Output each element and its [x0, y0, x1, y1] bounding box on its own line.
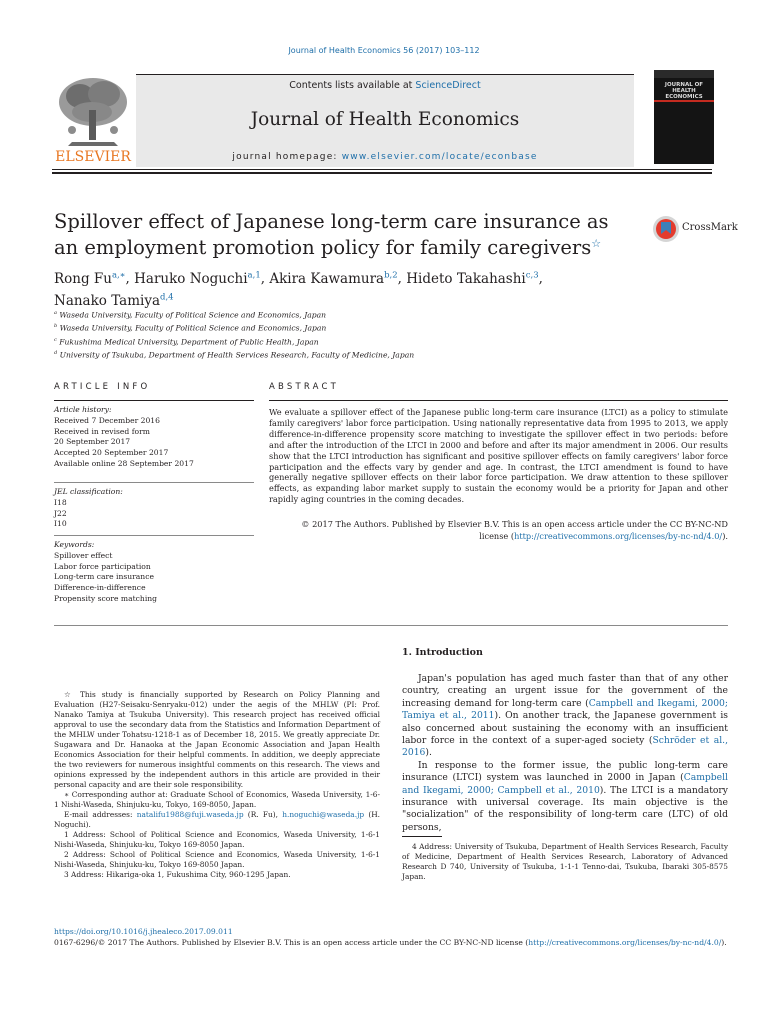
abstract-section [269, 382, 728, 401]
footnote [54, 830, 380, 850]
history-item: Received in revised form [54, 426, 150, 436]
front-matter-rule [54, 625, 728, 626]
footer-license-end: ). [721, 938, 727, 947]
journal-title: Journal of Health Economics [250, 109, 520, 130]
inline-link[interactable]: natalifu1988@fuji.waseda.jp [136, 810, 244, 819]
abstract-heading: ABSTRACT [269, 382, 340, 392]
abstract-copyright [269, 518, 728, 542]
keyword: Labor force participation [54, 561, 151, 571]
crossmark-icon [652, 214, 680, 244]
jel-code: I10 [54, 519, 67, 529]
abstract-rule [269, 400, 728, 401]
text-run: 3 Address: Hikariga-oka 1, Fukushima City, 960-1295 Japan. [64, 870, 291, 879]
keywords-title: Keywords: [54, 540, 95, 549]
license-prefix: license ( [479, 531, 515, 541]
inline-link[interactable]: Schröder et al., 2016 [402, 735, 728, 759]
text-run: In response to the former issue, the public long-term care insurance (LTCI) system was launched in 2000 in Japan ( [402, 759, 728, 784]
paragraph [402, 760, 728, 834]
affiliations [54, 308, 614, 361]
keyword: Long-term care insurance [54, 572, 154, 582]
jel-classification [54, 487, 254, 530]
author[interactable]: Rong $Fu^{a,∗}$ [54, 270, 126, 287]
inline-link[interactable]: Campbell and Ikegami, 2000; Campbell et al., 2010 [402, 772, 728, 796]
affiliation: $^c$ Fukushima Medical University, Department of Public Health, Japan [54, 336, 319, 347]
title-footnote-mark[interactable]: ☆ [591, 237, 602, 250]
paper-title [54, 211, 614, 259]
text-run: E-mail addresses: [64, 810, 137, 819]
keyword: Difference-in-difference [54, 583, 146, 593]
cover-title: JOURNAL OF HEALTH ECONOMICS [664, 82, 704, 100]
text-run: Japan's population has aged much faster than that of any other country, creating an urgent issue for the government of the increasing demand for long-term care ( [402, 673, 728, 709]
history-item: Accepted 20 September 2017 [54, 448, 169, 458]
history-title: Article history: [54, 405, 112, 414]
article-history [54, 405, 254, 470]
inline-link[interactable]: h.noguchi@waseda.jp [282, 810, 365, 819]
text-run: 1 Address: School of Political Science and Economics, Waseda University, 1-6-1 Nishi-Waseda, Shinjuku-ku, Tokyo 169-8050 Japan. [54, 830, 380, 849]
journal-reference[interactable]: Journal of Health Economics 56 (2017) 103–112 [288, 46, 480, 55]
keyword: Spillover effect [54, 550, 113, 560]
footnote [54, 690, 380, 790]
jel-code: J22 [54, 508, 67, 518]
footnote [54, 870, 380, 880]
introduction-heading: 1. Introduction [402, 647, 483, 658]
cover-band [654, 70, 714, 78]
doi-link[interactable]: https://doi.org/10.1016/j.jhealeco.2017.09.011 [54, 927, 233, 936]
footnotes-left [54, 690, 380, 880]
footnote [54, 810, 380, 830]
footer-license [54, 937, 728, 948]
homepage-link[interactable]: www.elsevier.com/locate/econbase [341, 152, 538, 162]
text-run: ∗ Corresponding author at: Graduate School of Economics, Waseda University, 1-6-1 Nishi-Waseda, Shinjuku-ku, Tokyo, 169-8050, Japan. [54, 790, 380, 809]
contents-line [136, 80, 634, 91]
elsevier-logo [52, 72, 134, 164]
keyword: Propensity score matching [54, 593, 158, 603]
text-run: (H. Noguchi). [54, 810, 381, 829]
journal-homepage [136, 152, 634, 162]
author[interactable]: Nanako Tamiya$^{d,4}$ [54, 292, 174, 309]
header-rule-thick [52, 172, 712, 174]
article-info-section [54, 382, 254, 401]
introduction-body [402, 673, 728, 834]
info-separator [54, 482, 254, 483]
homepage-label: journal homepage: [232, 152, 342, 162]
crossmark-badge[interactable] [652, 214, 738, 244]
affiliation: $^d$ University of Tsukuba, Department of Health Services Research, Faculty of Medicine, Japan [54, 349, 415, 360]
history-item: Available online 28 September 2017 [54, 458, 194, 468]
affiliation: $^b$ Waseda University, Faculty of Political Science and Economics, Japan [54, 323, 327, 333]
text-run: ☆ This study is financially supported by Research on Policy Planning and Evaluation (H27-Seisaku-Senryaku-012) under the aegis of the MHLW (PI: Prof. Nanako Tamiya at Tsukuba University). This research project has received official approval to use the secondary data from the Statistics and Information Department of the MHLW under Tohatsu-1218-1 as of December 18, 2015. We greatly appreciate Dr. Sugawara and Dr. Hanaoka at the Japan Economic Association and Japan Health Economics Association for their helpful comments. In addition, we deeply appreciate the two reviewers for numerous insightful comments on this research. The views and opinions expressed by the independent authors in this article are provided in their personal capacity and are their sole responsibility. [54, 690, 380, 789]
text-run: (R. Fu), [243, 810, 283, 819]
cover-accent [654, 100, 714, 102]
info-separator [54, 535, 254, 536]
jel-code: I18 [54, 497, 67, 507]
text-run: ). The LTCI is a mandatory insurance with universal coverage. Its main objective is the "socialization" of the responsibility of long-term care (LTC) of old persons, [402, 784, 728, 833]
footnote [54, 850, 380, 870]
paragraph [402, 673, 728, 760]
author[interactable]: Akira Kawamura$^{b,2}$ [269, 270, 398, 287]
author-list: Rong $Fu^{a,∗}$, Haruko Noguchi$^{a,1}$, Akira Kawamura$^{b,2}$, Hideto Takahashi$^{c,3}$, Nanako Tamiya$^{d,4}$ [54, 270, 543, 309]
copyright-statement: © 2017 The Authors. Published by Elsevier B.V. This is an open access article under the CC BY-NC-ND [301, 519, 728, 529]
contents-prefix: Contents lists available at [289, 80, 416, 91]
article-info-rule [54, 400, 254, 401]
text-run: ). [425, 747, 432, 759]
abstract-text: We evaluate a spillover effect of the Japanese public long-term care insurance (LTCI) as a policy to stimulate family caregivers' labor force participation. Using nationally representative data from 1995 to 2013, we apply difference-in-difference propensity score matching to investigate the spillover effect in two periods: before and after the introduction of the LTCI in 2000 and before and after its major amendment in 2006. Our results show that the LTCI introduction has significant and positive spillover effects on family caregivers' labor force participation and the effects vary by gender and age. In contrast, the LTCI amendment is found to have generally negative spillover effects on their labor force participation. We draw attention to these spillover effects, as expanding labor market supply to sustain the economy would be a priority for Japan and other rapidly aging countries in the coming decades. [269, 407, 728, 505]
history-item: Received 7 December 2016 [54, 415, 160, 425]
keywords [54, 540, 254, 605]
header-rule [52, 169, 712, 170]
footnotes-right [402, 842, 728, 882]
footnote: 4 Address: University of Tsukuba, Department of Health Services Research, Faculty of Medicine, Department of Health Services Research, Laboratory of Advanced Research D 740, University of Tsukuba, 1-1-1 Tenno-dai, Tsukuba, Ibaraki 305-8575 Japan. [402, 842, 728, 881]
footer-license-link[interactable]: http://creativecommons.org/licenses/by-nc-nd/4.0/ [528, 938, 722, 947]
paper-title-text: Spillover effect of Japanese long-term care insurance as an employment promotion policy for family caregivers [54, 210, 609, 259]
license-suffix: ). [722, 531, 728, 541]
elsevier-wordmark: ELSEVIER [55, 149, 131, 164]
footnote-rule [402, 836, 442, 837]
author[interactable]: Hideto Takahashi$^{c,3}$ [406, 270, 539, 287]
footnote [54, 790, 380, 810]
history-item: 20 September 2017 [54, 437, 131, 447]
journal-cover-image [654, 70, 714, 164]
article-info-heading: ARTICLE INFO [54, 382, 151, 392]
affiliation: $^a$ Waseda University, Faculty of Political Science and Economics, Japan [54, 310, 327, 320]
text-run: 2 Address: School of Political Science and Economics, Waseda University, 1-6-1 Nishi-Waseda, Shinjuku-ku, Tokyo 169-8050 Japan. [54, 850, 380, 869]
sciencedirect-link[interactable]: ScienceDirect [415, 80, 481, 91]
footer-license-text: 0167-6296/© 2017 The Authors. Published by Elsevier B.V. This is an open access article under the CC BY-NC-ND license ( [54, 938, 529, 947]
crossmark-label: CrossMark [682, 222, 738, 233]
license-link[interactable]: http://creativecommons.org/licenses/by-nc-nd/4.0/ [514, 531, 723, 541]
author[interactable]: Haruko Noguchi$^{a,1}$ [134, 270, 261, 287]
inline-link[interactable]: Campbell and Ikegami, 2000; Tamiya et al., 2011 [402, 697, 728, 722]
text-run: ). On another track, the Japanese government is also concerned about sustaining the economy with an insufficient labor force in the context of a super-aged society ( [402, 710, 728, 747]
jel-title: JEL classification: [54, 487, 123, 496]
